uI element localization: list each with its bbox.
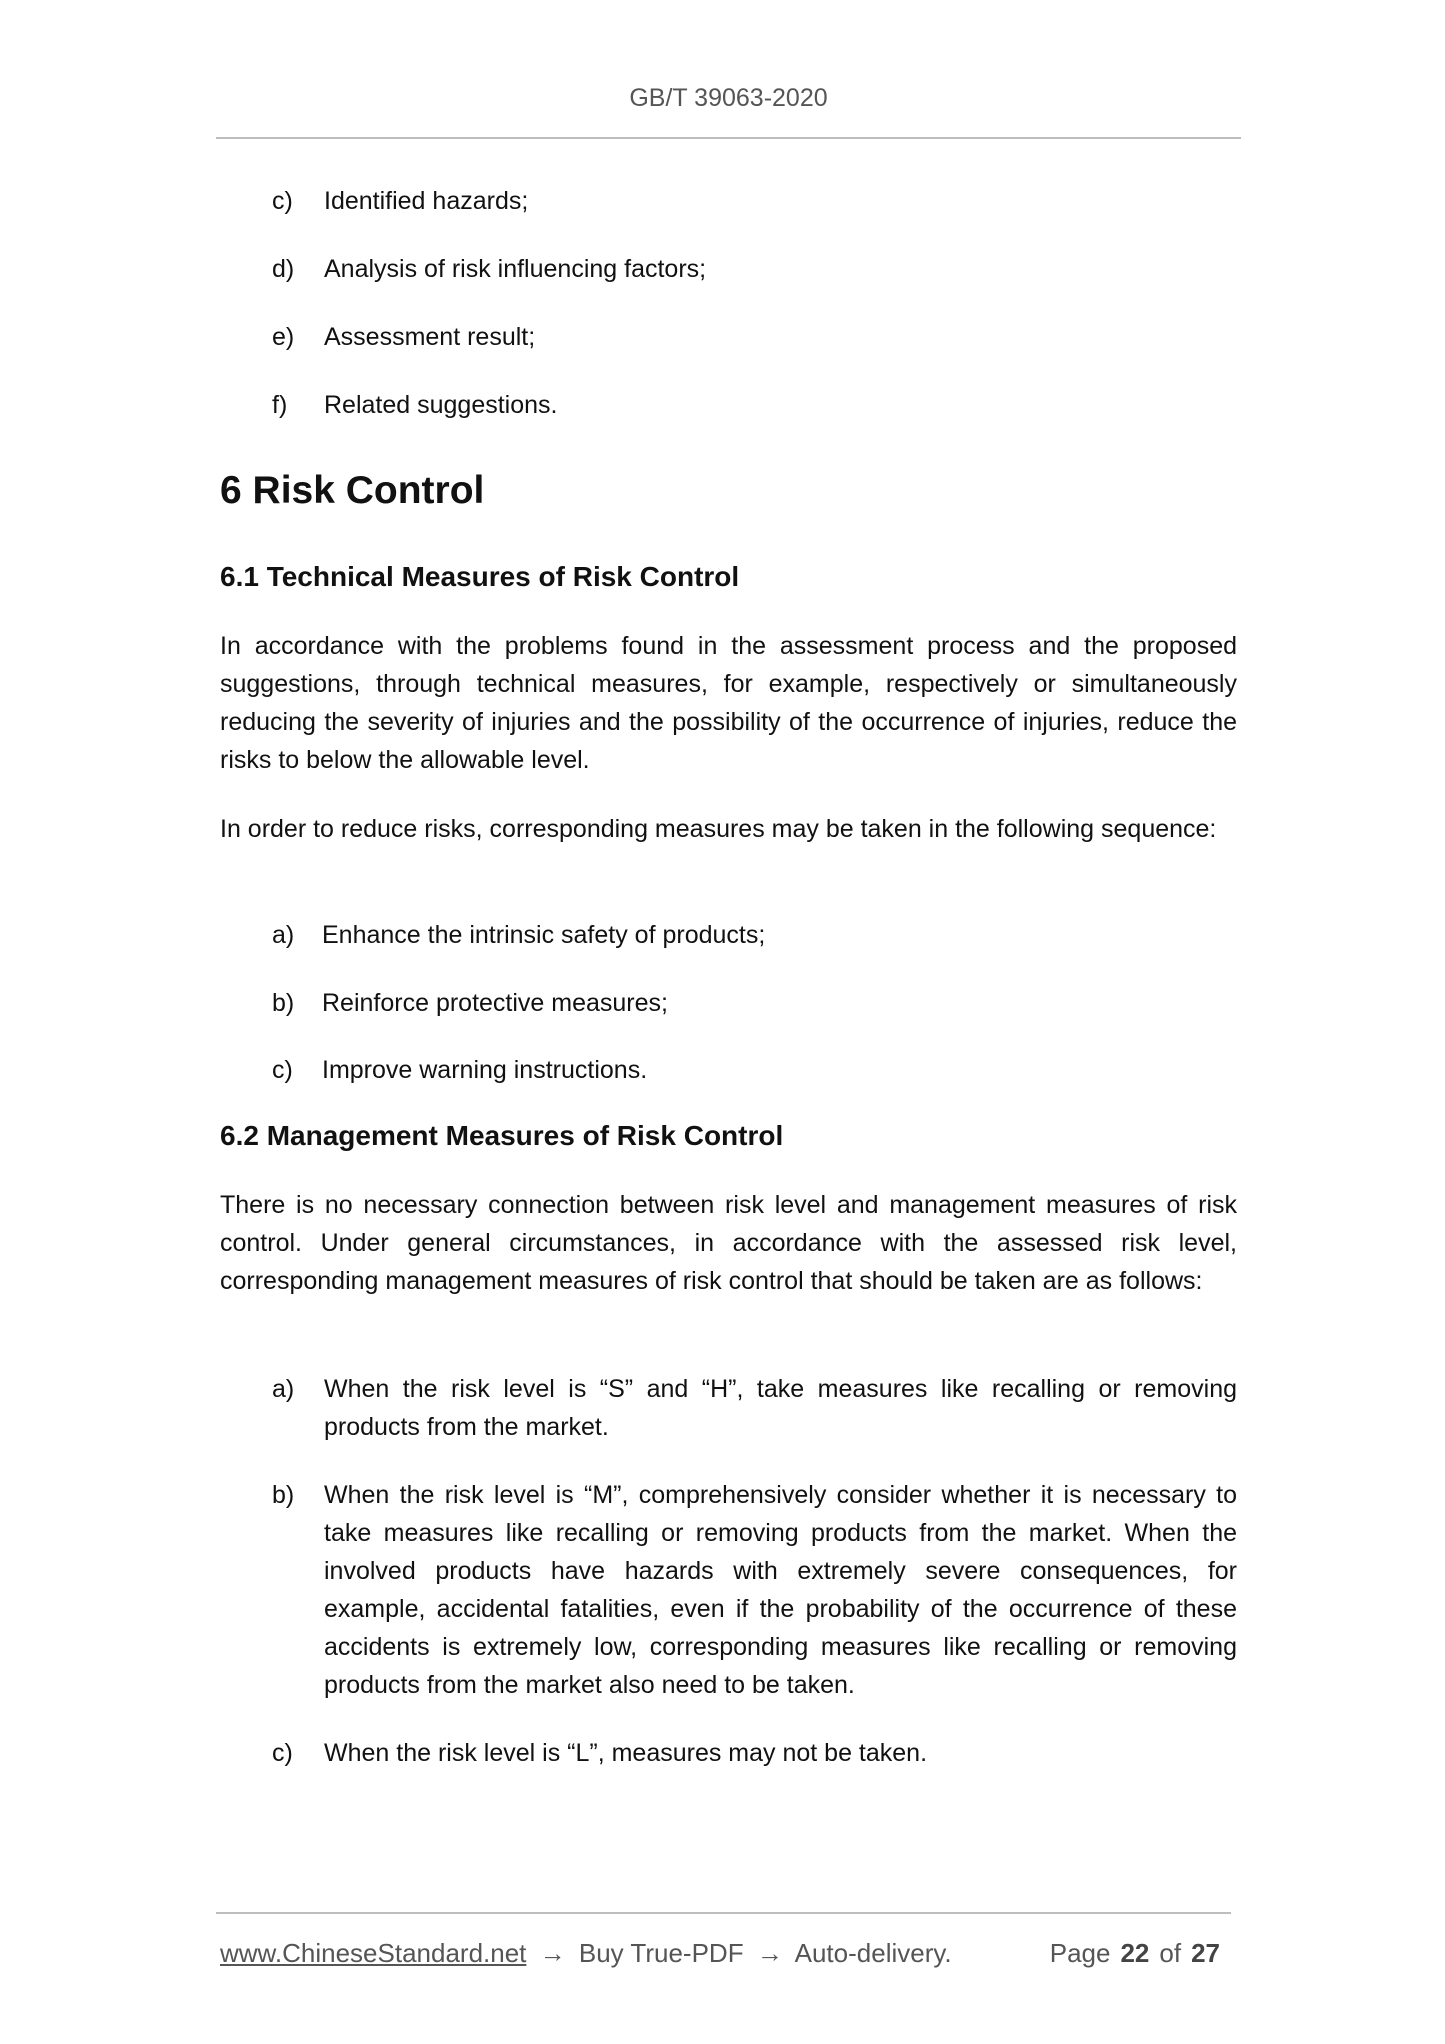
section-6-heading: 6 Risk Control [220,469,485,512]
list-marker: f) [272,391,288,419]
list-text: Improve warning instructions. [322,1056,648,1084]
header-divider [216,137,1241,139]
list-marker: e) [272,323,295,351]
page-label: Page [1049,1938,1111,1968]
list-text: Reinforce protective measures; [322,989,668,1017]
arrow-right-icon: → [756,1938,783,1968]
list-marker: a) [272,1375,295,1403]
arrow-right-icon: → [539,1938,566,1968]
website-link[interactable]: www.ChineseStandard.net [220,1938,527,1968]
list-text: When the risk level is “M”, comprehensively consider whether it is necessary to take measures like recalling or removing products from the market. When the involved products have hazards with extremely severe consequences, for example, accidental fatalities, even if the probability of the occurrence of these accidents is extremely low, corresponding measures like recalling or removing products from the market also need to be taken. [324,1481,1237,1699]
list-text: Related suggestions. [324,391,558,419]
page-footer [220,1935,1230,1971]
section-6-1-heading: 6.1 Technical Measures of Risk Control [220,561,740,592]
list-text: Identified hazards; [324,187,529,215]
total-pages: 27 [1191,1938,1220,1968]
list-marker: c) [272,187,293,215]
section-6-2-heading: 6.2 Management Measures of Risk Control [220,1120,784,1151]
list-marker: d) [272,255,295,283]
document-header: GB/T 39063-2020 [629,84,828,112]
list-marker: a) [272,921,295,949]
list-marker: b) [272,989,295,1017]
current-page: 22 [1120,1938,1150,1968]
auto-delivery-text: Auto-delivery. [794,1938,952,1968]
list-text: Enhance the intrinsic safety of products; [322,921,766,949]
list-marker: b) [272,1481,295,1509]
section-6-1-paragraph-2: In order to reduce risks, corresponding measures may be taken in the following sequence: [220,815,1217,843]
list-marker: c) [272,1056,293,1084]
of-label: of [1159,1938,1182,1968]
footer-divider [216,1912,1231,1914]
section-6-2-paragraph-1: There is no necessary connection between risk level and management measures of risk control. Under general circumstances, in accordance with the assessed risk level, corresponding management measures of risk control that should be taken are as follows: [220,1191,1237,1295]
section-6-1-paragraph-1: In accordance with the problems found in the assessment process and the proposed suggestions, through technical measures, for example, respectively or simultaneously reducing the severity of injuries and the possibility of the occurrence of injuries, reduce the risks to below the allowable level. [220,632,1237,774]
list-marker: c) [272,1739,293,1767]
buy-true-pdf-text: Buy True-PDF [578,1938,744,1968]
list-text: Analysis of risk influencing factors; [324,255,707,283]
page-number [1050,1935,1230,1971]
list-text: When the risk level is “S” and “H”, take measures like recalling or removing products from the market. [324,1375,1237,1441]
list-text: Assessment result; [324,323,536,351]
list-text: When the risk level is “L”, measures may not be taken. [324,1739,928,1767]
